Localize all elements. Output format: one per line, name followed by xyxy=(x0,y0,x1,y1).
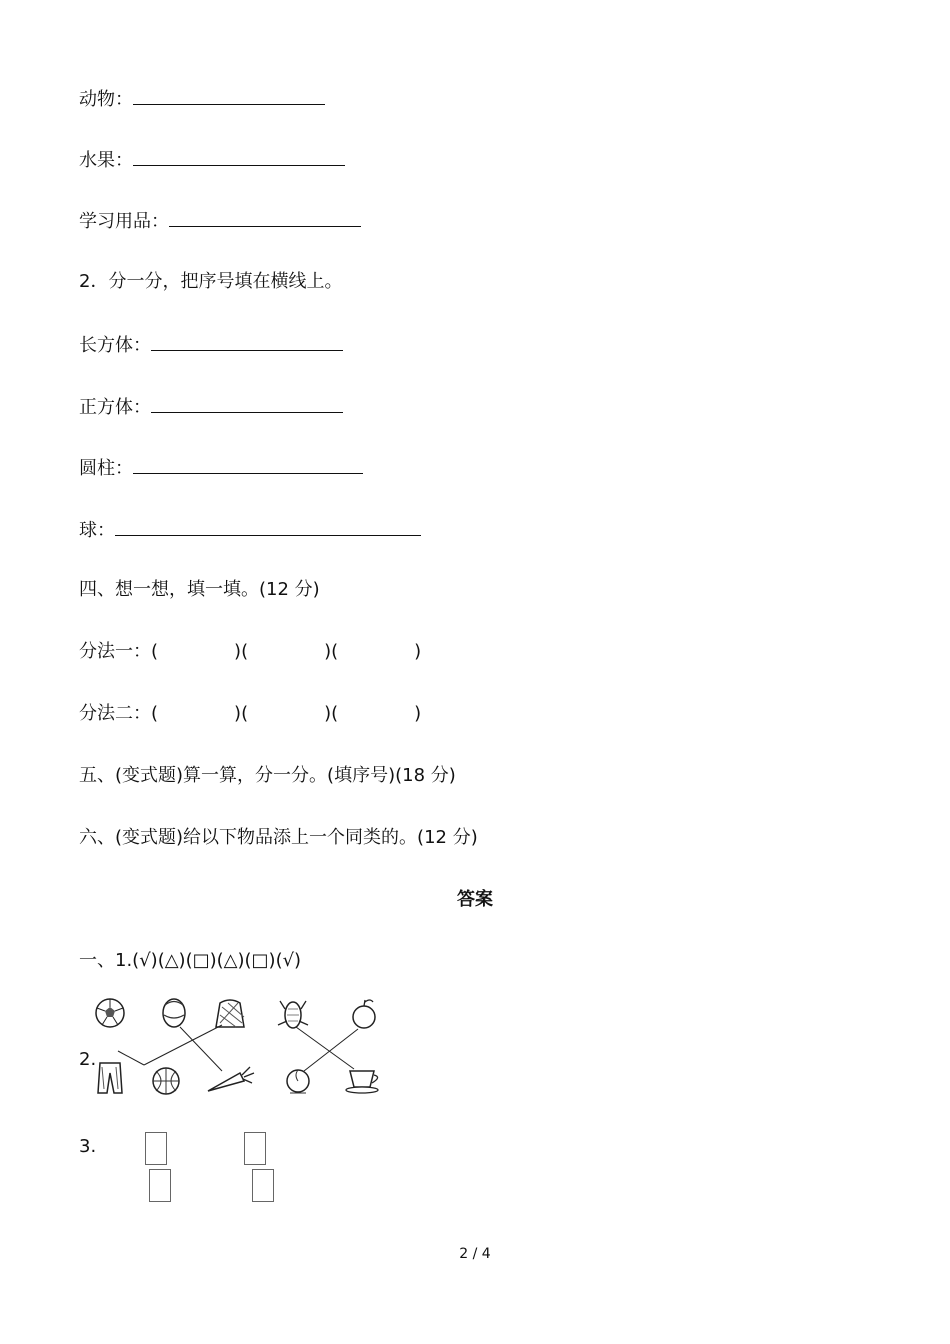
paren-close: ) xyxy=(324,641,332,662)
fill-label: 水果： xyxy=(79,150,133,171)
fill-line-cylinder xyxy=(79,455,363,481)
fill-line-cuboid xyxy=(79,332,343,358)
paren-close: ) xyxy=(324,703,332,724)
page-number: 2 / 4 xyxy=(459,1246,491,1262)
fill-label: 学习用品： xyxy=(79,211,169,232)
rectangle-box xyxy=(244,1132,266,1165)
fill-label: 圆柱： xyxy=(79,458,133,479)
fill-line-animals xyxy=(79,86,325,112)
fill-line-sphere xyxy=(79,517,421,543)
paren-open: ( xyxy=(241,703,249,724)
answer-3-label: 3. xyxy=(79,1136,97,1157)
paren-open: ( xyxy=(331,703,339,724)
section-4-title: 四、想一想，填一填。(12 分) xyxy=(79,579,320,600)
fill-label: 长方体： xyxy=(79,335,151,356)
fill-label: 动物： xyxy=(79,89,133,110)
fill-line-fruits xyxy=(79,147,345,173)
answer-1: 一、1.(√)(△)(□)(△)(□)(√) xyxy=(79,950,302,971)
soccer-ball-icon xyxy=(96,999,124,1027)
answers-title: 答案 xyxy=(457,889,493,910)
paren-close: ) xyxy=(414,703,422,724)
rectangle-box xyxy=(252,1169,274,1202)
teacup-icon xyxy=(346,1071,378,1093)
fill-label: 正方体： xyxy=(79,397,151,418)
fill-line-cube xyxy=(79,394,343,420)
paren-close: ) xyxy=(234,641,242,662)
basket-icon xyxy=(216,1000,244,1027)
matching-figure xyxy=(92,995,392,1100)
rectangle-box xyxy=(149,1169,171,1202)
section-5-title: 五、(变式题)算一算，分一分。(填序号)(18 分) xyxy=(79,765,456,786)
hat-icon xyxy=(163,999,185,1027)
answer-blank[interactable] xyxy=(133,455,363,474)
method-label: 分法一： xyxy=(79,641,151,662)
apple-icon xyxy=(353,1000,375,1028)
answer-blank[interactable] xyxy=(133,147,345,166)
answer-blank[interactable] xyxy=(133,86,325,105)
paren-open: ( xyxy=(151,703,159,724)
carrot-icon xyxy=(208,1067,254,1091)
matching-lines xyxy=(118,1025,358,1071)
paren-close: ) xyxy=(234,703,242,724)
answer-blank[interactable] xyxy=(151,332,343,351)
answer-2-label: 2. xyxy=(79,1049,97,1070)
answer-blank[interactable] xyxy=(115,517,421,536)
question-2-instruction: 2．分一分，把序号填在横线上。 xyxy=(79,271,343,292)
fill-line-supplies xyxy=(79,208,361,234)
answer-blank[interactable] xyxy=(169,208,361,227)
paren-open: ( xyxy=(241,641,249,662)
method-label: 分法二： xyxy=(79,703,151,724)
corn-icon xyxy=(278,1001,308,1028)
answer-blank[interactable] xyxy=(151,394,343,413)
rectangle-box xyxy=(145,1132,167,1165)
basketball-icon xyxy=(153,1068,179,1094)
fill-label: 球： xyxy=(79,520,115,541)
pants-icon xyxy=(98,1063,122,1093)
method-line-2 xyxy=(79,702,421,726)
paren-open: ( xyxy=(151,641,159,662)
section-6-title: 六、(变式题)给以下物品添上一个同类的。(12 分) xyxy=(79,827,478,848)
peach-icon xyxy=(287,1070,309,1093)
paren-open: ( xyxy=(331,641,339,662)
method-line-1 xyxy=(79,640,421,664)
paren-close: ) xyxy=(414,641,422,662)
